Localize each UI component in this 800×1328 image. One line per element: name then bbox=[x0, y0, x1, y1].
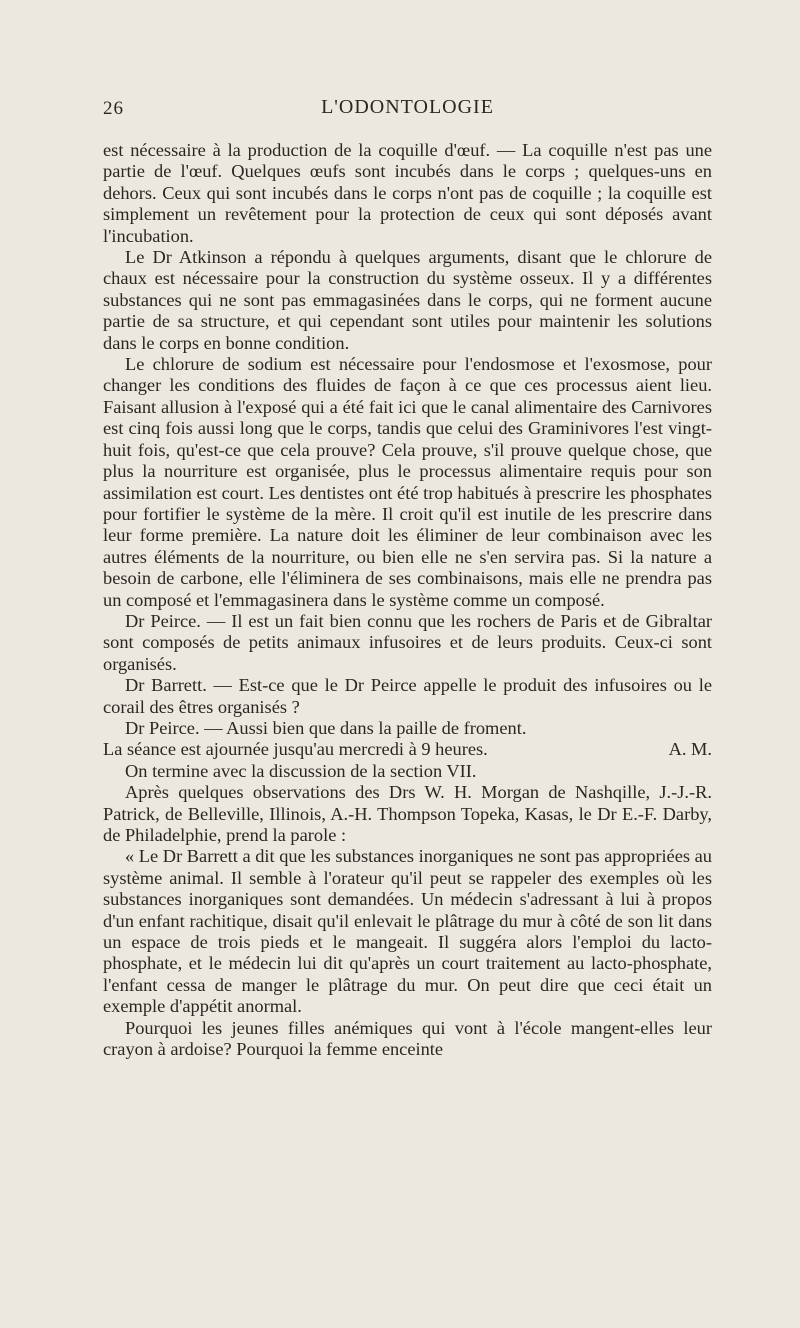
paragraph: Le chlorure de sodium est nécessaire pour l'endosmose et l'exosmose, pour changer les conditions des fluides de façon à ce que ces processus aient lieu. Faisant allusion à l'exposé qui a été fait ici que le canal alimentaire des Carnivores est cinq fois aussi long que le corps, tandis que celui des Graminivores l'est vingt-huit fois, qu'est-ce que cela prouve? Cela prouve, s'il prouve quelque chose, que plus la nourriture est organisée, plus le processus alimentaire requis pour son assimilation est court. Les dentistes ont été trop habitués à prescrire les phosphates pour fortifier le système de la mère. Il croit qu'il est inutile de les prescrire dans leur forme première. La nature doit les éliminer de leur combinaison avec les autres éléments de la nourriture, ou bien elle ne s'en servira pas. Si la nature a besoin de carbone, elle l'éliminera de ses combinaisons, mais elle ne prendra pas un composé et l'emmagasinera dans le système comme un composé. bbox=[103, 354, 712, 610]
paragraph: Après quelques observations des Drs W. H. Morgan de Nashqille, J.-J.-R. Patrick, de Belleville, Illinois, A.-H. Thompson Topeka, Kasas, le Dr E.-F. Darby, de Philadelphie, prend la parole : bbox=[103, 782, 712, 845]
paragraph: Dr Peirce. — Il est un fait bien connu que les rochers de Paris et de Gibraltar sont composés de petits animaux infusoires et de leurs produits. Ceux-ci sont organisés. bbox=[103, 610, 712, 674]
paragraph-with-signature bbox=[103, 739, 712, 760]
paragraph: Le Dr Atkinson a répondu à quelques arguments, disant que le chlorure de chaux est nécessaire pour la construction du système osseux. Il y a différentes substances qui ne sont pas emmagasinées dans le corps, qui ne forment aucune partie de sa structure, et qui cependant sont utiles pour maintenir les solutions dans le corps en bonne condition. bbox=[103, 247, 712, 353]
page-header bbox=[103, 96, 712, 122]
paragraph: est nécessaire à la production de la coquille d'œuf. — La coquille n'est pas une partie de l'œuf. Quelques œufs sont incubés dans le corps ; quelques-uns en dehors. Ceux qui sont incubés dans le corps n'ont pas de coquille ; la coquille est simplement un revêtement pour la protection de ceux qui sont déposés avant l'incubation. bbox=[103, 140, 712, 246]
body-text bbox=[103, 140, 712, 1060]
paragraph: Pourquoi les jeunes filles anémiques qui vont à l'école mangent-elles leur crayon à ardoise? Pourquoi la femme enceinte bbox=[103, 1017, 712, 1060]
session-adjourned-text: La séance est ajournée jusqu'au mercredi à 9 heures. bbox=[103, 739, 488, 760]
paragraph: « Le Dr Barrett a dit que les substances inorganiques ne sont pas appropriées au système animal. Il semble à l'orateur qu'il peut se rappeler des exemples où les substances inorganiques sont demandées. Un médecin s'adressant à lui à propos d'un enfant rachitique, disait qu'il enlevait le plâtrage du mur à côté de son lit dans un espace de trois pieds et le mangeait. Il suggéra alors l'emploi du lacto-phosphate, et le médecin lui dit qu'après un court traitement au lacto-phosphate, l'enfant cessa de manger le plâtrage du mur. On peut dire que ceci était un exemple d'appétit anormal. bbox=[103, 846, 712, 1017]
page-number: 26 bbox=[103, 98, 124, 119]
paragraph: Dr Barrett. — Est-ce que le Dr Peirce appelle le produit des infusoires ou le corail des êtres organisés ? bbox=[103, 675, 712, 717]
running-title: L'ODONTOLOGIE bbox=[321, 96, 494, 118]
paragraph: On termine avec la discussion de la section VII. bbox=[125, 760, 477, 781]
signature-initials: A. M. bbox=[668, 739, 712, 760]
paragraph: Dr Peirce. — Aussi bien que dans la paille de froment. bbox=[125, 717, 527, 738]
